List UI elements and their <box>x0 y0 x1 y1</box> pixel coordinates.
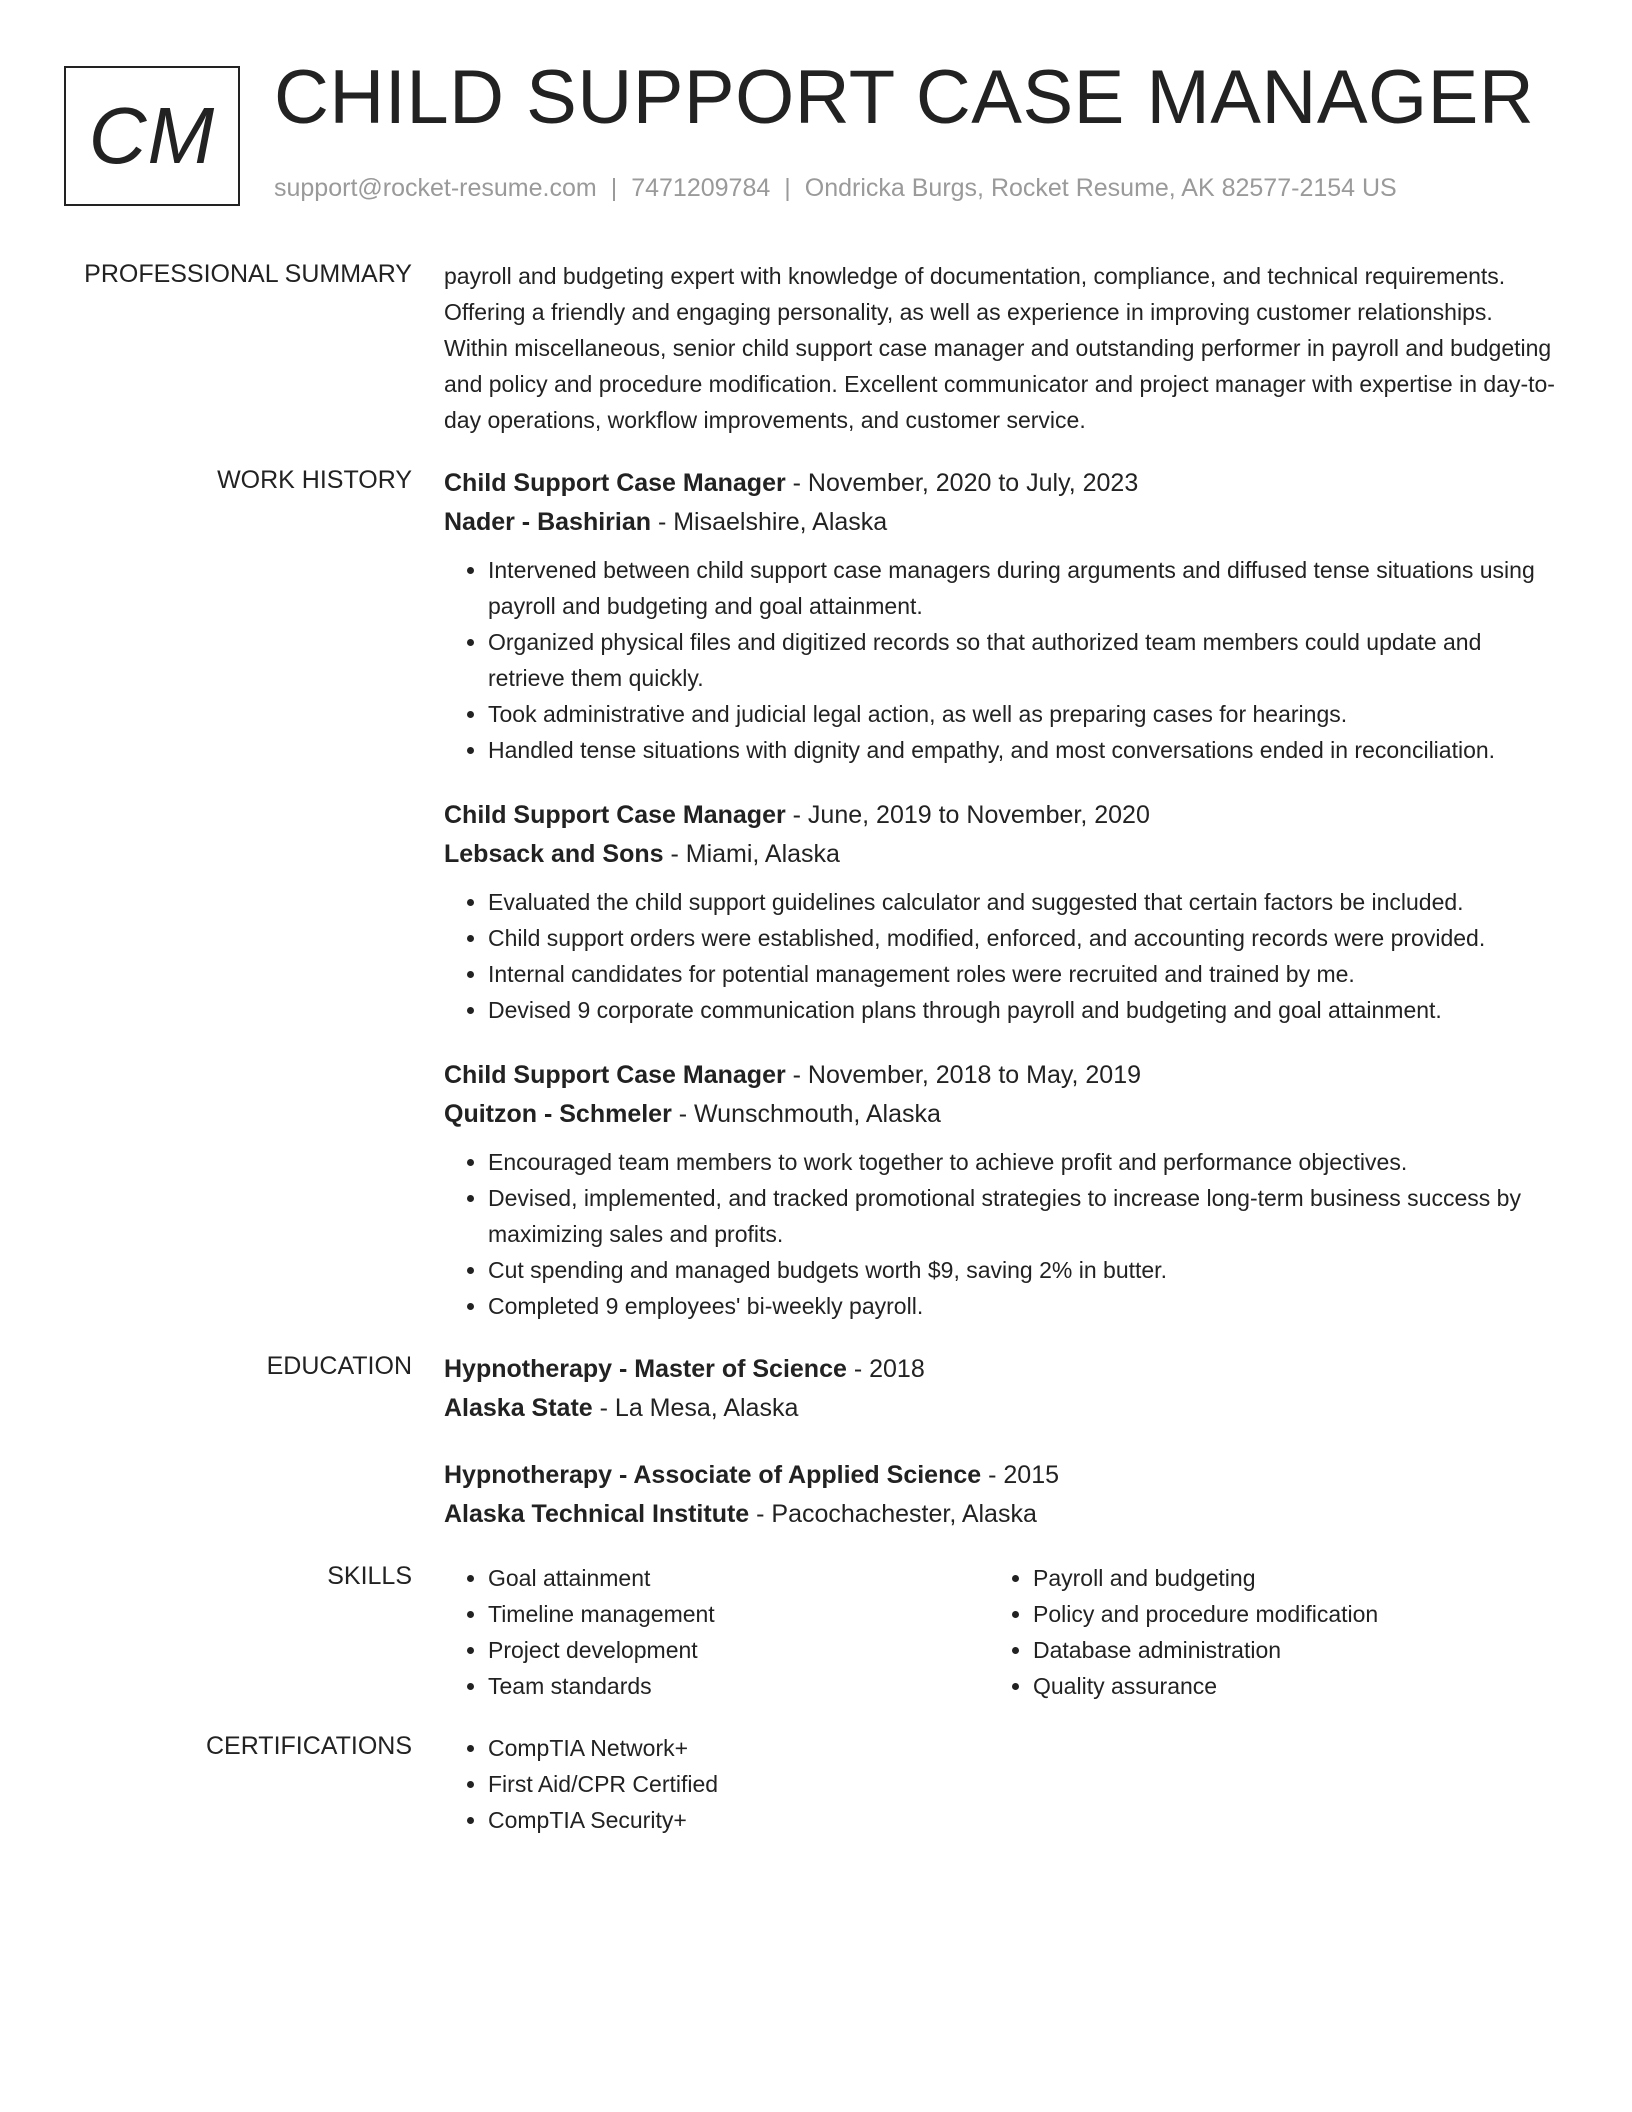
summary-text: payroll and budgeting expert with knowledge of documentation, compliance, and technical requirements. Offering a friendly and engaging personality, as well as experience in improving customer relationships. Within miscellaneous, senior child support case manager and outstanding performer in payroll and budgeting and policy and procedure modification. Excellent communicator and project manager with expertise in day-to-day operations, workflow improvements, and customer service. <box>444 263 1555 433</box>
job-title: Child Support Case Manager <box>444 469 786 497</box>
education-year: - 2018 <box>846 1355 925 1383</box>
job-bullet: • Cut spending and managed budgets worth $9, saving 2% in butter. <box>488 1252 1562 1288</box>
job-bullet: • Evaluated the child support guidelines calculator and suggested that certain factors be included. <box>488 884 1562 920</box>
job-entry <box>444 464 1562 768</box>
contact-phone: 7471209784 <box>631 174 771 202</box>
job-bullet: • Intervened between child support case managers during arguments and diffused tense situations using payroll and budgeting and goal attainment. <box>488 552 1562 624</box>
summary-section <box>0 258 1632 438</box>
skills-list-left <box>444 1560 989 1704</box>
contact-separator: | <box>784 174 791 202</box>
education-entry <box>444 1456 1562 1534</box>
resume-title: CHILD SUPPORT CASE MANAGER <box>274 55 1535 140</box>
education-year: - 2015 <box>981 1461 1060 1489</box>
education-degree: Hypnotherapy - Associate of Applied Science <box>444 1461 982 1489</box>
monogram-initials: CM <box>88 91 216 180</box>
job-bullet: • Took administrative and judicial legal action, as well as preparing cases for hearings. <box>488 696 1562 732</box>
job-location: - Misaelshire, Alaska <box>651 508 888 536</box>
job-dates: - November, 2020 to July, 2023 <box>785 469 1139 497</box>
job-location: - Wunschmouth, Alaska <box>671 1100 941 1128</box>
job-entry <box>444 796 1562 1028</box>
skill-item: • Payroll and budgeting <box>1033 1560 1534 1596</box>
monogram-box <box>64 66 240 206</box>
job-company: Nader - Bashirian <box>444 508 652 536</box>
section-label: SKILLS <box>327 1562 412 1590</box>
job-entry <box>444 1056 1562 1324</box>
contact-email: support@rocket-resume.com <box>274 174 597 202</box>
skills-list-right <box>989 1560 1534 1704</box>
certification-item: • CompTIA Network+ <box>488 1730 1562 1766</box>
job-dates: - June, 2019 to November, 2020 <box>785 801 1150 829</box>
job-bullet: • Child support orders were established, modified, enforced, and accounting records were provided. <box>488 920 1562 956</box>
education-location: - Pacochachester, Alaska <box>749 1500 1037 1528</box>
job-bullet: • Organized physical files and digitized records so that authorized team members could update and retrieve them quickly. <box>488 624 1562 696</box>
skill-item: • Policy and procedure modification <box>1033 1596 1534 1632</box>
job-bullet: • Completed 9 employees' bi-weekly payroll. <box>488 1288 1562 1324</box>
education-section <box>0 1350 1632 1534</box>
job-title: Child Support Case Manager <box>444 801 786 829</box>
job-bullet: • Handled tense situations with dignity and empathy, and most conversations ended in reconciliation. <box>488 732 1562 768</box>
skill-item: • Timeline management <box>488 1596 989 1632</box>
skill-item: • Team standards <box>488 1668 989 1704</box>
skill-item: • Quality assurance <box>1033 1668 1534 1704</box>
education-school: Alaska Technical Institute <box>444 1500 750 1528</box>
skills-section <box>0 1560 1632 1704</box>
section-label: WORK HISTORY <box>217 466 412 494</box>
job-company: Quitzon - Schmeler <box>444 1100 672 1128</box>
job-location: - Miami, Alaska <box>663 840 840 868</box>
certifications-list <box>444 1730 1562 1838</box>
education-degree: Hypnotherapy - Master of Science <box>444 1355 847 1383</box>
skill-item: • Database administration <box>1033 1632 1534 1668</box>
skill-item: • Project development <box>488 1632 989 1668</box>
contact-line <box>274 174 1397 203</box>
education-school: Alaska State <box>444 1394 593 1422</box>
certifications-section <box>0 1730 1632 1838</box>
section-label: EDUCATION <box>266 1352 412 1380</box>
education-entry <box>444 1350 1562 1428</box>
section-label: CERTIFICATIONS <box>205 1732 412 1760</box>
job-dates: - November, 2018 to May, 2019 <box>785 1061 1142 1089</box>
job-bullet: • Encouraged team members to work together to achieve profit and performance objectives. <box>488 1144 1562 1180</box>
job-bullet: • Devised, implemented, and tracked promotional strategies to increase long-term business success by maximizing sales and profits. <box>488 1180 1562 1252</box>
education-location: - La Mesa, Alaska <box>592 1394 799 1422</box>
work-history-section <box>0 464 1632 1324</box>
contact-separator: | <box>610 174 618 202</box>
job-bullet: • Internal candidates for potential management roles were recruited and trained by me. <box>488 956 1562 992</box>
job-title: Child Support Case Manager <box>444 1061 786 1089</box>
job-company: Lebsack and Sons <box>444 840 664 868</box>
resume-content <box>0 258 1632 1864</box>
certification-item: • First Aid/CPR Certified <box>488 1766 1562 1802</box>
certification-item: • CompTIA Security+ <box>488 1802 1562 1838</box>
section-label: PROFESSIONAL SUMMARY <box>84 260 412 288</box>
skill-item: • Goal attainment <box>488 1560 989 1596</box>
job-bullet: • Devised 9 corporate communication plans through payroll and budgeting and goal attainment. <box>488 992 1562 1028</box>
contact-address: Ondricka Burgs, Rocket Resume, AK 82577-2154 US <box>804 174 1397 202</box>
